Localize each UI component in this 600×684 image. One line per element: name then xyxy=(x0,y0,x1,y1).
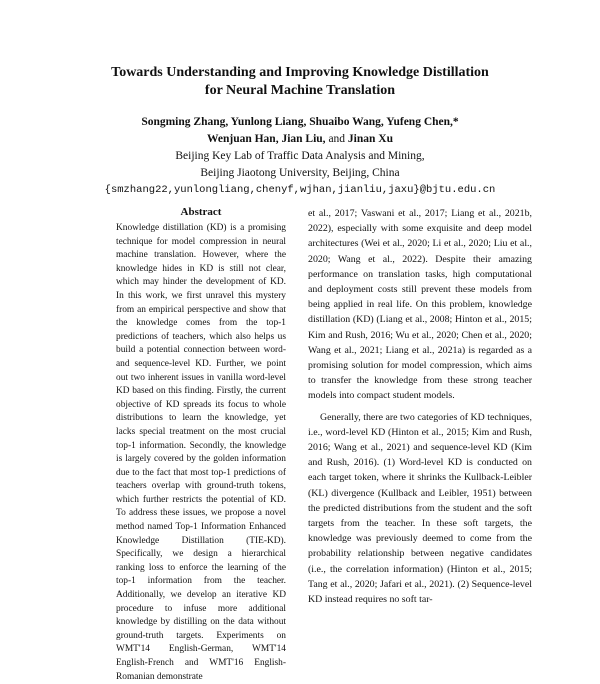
authors-line-2 xyxy=(0,131,600,148)
abstract-text: Knowledge distillation (KD) is a promising technique for model compression in neural machine translation. However, where the knowledge hides in KD is still not clear, which may hinder the development of KD. In this work, we first unravel this mystery from an empirical perspective and show that the knowledge comes from the top-1 predictions of teachers, which also helps us build a potential connection between word- and sequence-level KD. Further, we point out two inherent issues in vanilla word-level KD based on this finding. Firstly, the current objective of KD spreads its focus to whole distributions to learn the knowledge, yet lacks special treatment on the most crucial top-1 information. Secondly, the knowledge is largely covered by the golden information due to the fact that most top-1 predictions of teachers overlap with ground-truth tokens, which further restricts the potential of KD. To address these issues, we propose a novel method named Top-1 Information Enhanced Knowledge Distillation (TIE-KD). Specifically, we design a hierarchical ranking loss to enforce the learning of the top-1 information from the teacher. Additionally, we develop an iterative KD procedure to infuse more additional knowledge by distilling on the data without ground-truth targets. Experiments on WMT'14 English-German, WMT'14 English-French and WMT'16 English-Romanian demonstrate xyxy=(116,223,286,682)
title-line-2: for Neural Machine Translation xyxy=(204,83,396,98)
title-line-1: Towards Understanding and Improving Knowledge Distillation xyxy=(111,65,489,80)
abstract-heading: Abstract xyxy=(180,206,222,218)
author-emails: {smzhang22,yunlongliang,chenyf,wjhan,jianliu,jaxu}@bjtu.edu.cn xyxy=(104,184,496,196)
affiliation-line-1: Beijing Key Lab of Traffic Data Analysis and Mining, xyxy=(175,150,425,162)
authors-line-2-a: Wenjuan Han, Jian Liu, xyxy=(207,133,326,145)
paper-title xyxy=(0,64,600,100)
intro-paragraph-1: et al., 2017; Vaswani et al., 2017; Liang et al., 2021b, 2022), especially with some exquisite and deep model architectures (Wei et al., 2020; Li et al., 2020; Liu et al., 2020; Wang et al., 2022). Despite their amazing performance on translation tasks, high computational and deployment costs still prevent these models from being applied in real life. On this problem, knowledge distillation (KD) (Liang et al., 2008; Hinton et al., 2015; Kim and Rush, 2016; Wu et al., 2020; Chen et al., 2020; Wang et al., 2021; Liang et al., 2021a) is regarded as a promising solution for model compression, which aims to transfer the knowledge from these strong teacher models into compact student models. xyxy=(308,208,532,402)
intro-column xyxy=(308,206,532,606)
affiliation-line-2: Beijing Jiaotong University, Beijing, China xyxy=(200,167,400,179)
intro-paragraph-2: Generally, there are two categories of KD techniques, i.e., word-level KD (Hinton et al., 2015; Kim and Rush, 2016; Wang et al., 2021) and sequence-level KD (Kim and Rush, 2016). (1) Word-level KD is conducted on each target token, where it shrinks the Kullback-Leibler (KL) divergence (Kullback and Leibler, 1951) between the predicted distributions from the student and the soft targets from the teacher. In these soft targets, the knowledge was previously deemed to come from the probability relationship between negative candidates (i.e., the correlation information) (Hinton et al., 2015; Tang et al., 2020; Jafari et al., 2021). (2) Sequence-level KD instead requires no soft tar- xyxy=(308,411,532,606)
authors-line-1: Songming Zhang, Yunlong Liang, Shuaibo Wang, Yufeng Chen,* xyxy=(141,116,459,128)
authors-line-2-b: Jinan Xu xyxy=(347,133,393,145)
author-block xyxy=(0,114,600,199)
authors-and: and xyxy=(325,133,348,145)
